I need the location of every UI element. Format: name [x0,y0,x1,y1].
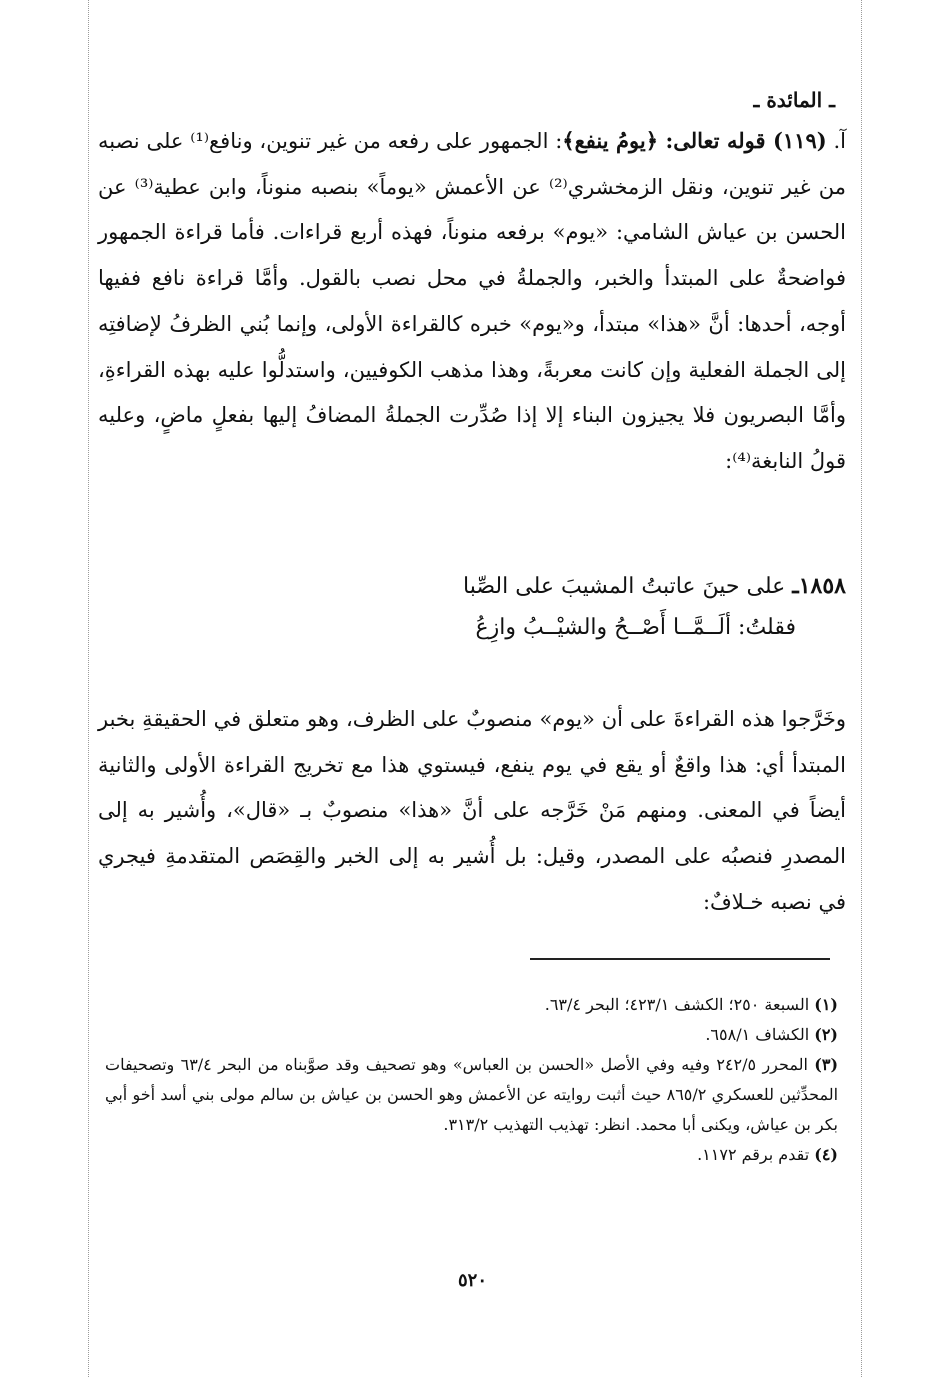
page-number: ٥٢٠ [457,1270,487,1291]
paragraph-text-2: وخَرَّجوا هذه القراءةَ على أن «يوم» منصوبٌ على الظرف، وهو متعلق في الحقيقةِ بخبر المبتدأ أي: هذا واقعٌ أو يقع في يوم ينفع، فيستوي هذا مع تخريج القراءة الأولى والثانية أيضاً في المعنى. ومنهم مَنْ خَرَّجه على أنَّ «هذا» منصوبٌ بـ «قال»، وأُشير به إلى المصدرِ فنصبُه على المصدر، وقيل: بل أُشير به إلى الخبر والقِصَص المتقدمةِ فيجري في نصبه خـلافٌ: [98,707,846,914]
poem-line-1 [98,565,846,607]
footnote-2: (٢) الكشاف ٦٥٨/١. [705,1025,838,1044]
poem-hemistich-1: على حينَ عاتبتُ المشيبَ على الصِّبا [463,574,786,599]
verse-heading: (١١٩) قوله تعالى: ﴿يومُ ينفع﴾ [562,128,827,153]
poem-line-2 [98,607,846,649]
verse-marker: آ. [826,129,846,153]
footnote-3: (٣) المحرر ٢٤٢/٥ وفيه وفي الأصل «الحسن بن العباس» وهو تصحيف وقد صوَّبناه من البحر ٦٣/٤ وتصحيفات المحدِّثين للعسكري ٨٦٥/٢ حيث أثبت روايته عن الأعمش وهو الحسن بن عياش بن سالم مولى بني أسد أخو أبي بكر بن عياش، ويكنى أبا محمد. انظر: تهذيب التهذيب ٣١٣/٢. [105,1055,839,1134]
footnote-divider [530,958,830,960]
footnote-1: (١) السبعة ٢٥٠؛ الكشف ٤٢٣/١؛ البحر ٦٣/٤. [544,995,838,1014]
poem-block [98,565,846,649]
poem-hemistich-2: فقلتُ: ألَــمَّــا أَصْــحُ والشيْــبُ وازِعُ [475,615,796,640]
right-margin-line [861,0,862,1377]
footnote-4: (٤) تقدم برقم ١١٧٢. [697,1145,838,1164]
left-margin-line [88,0,89,1377]
paragraph-text: : الجمهور على رفعه من غير تنوين، ونافع⁽¹⁾ على نصبه من غير تنوين، ونقل الزمخشري⁽²⁾ عن الأعمش «يوماً» بنصبه منوناً، وابن عطية⁽³⁾ عن الحسن بن عياش الشامي: «يوم» برفعه منوناً، فهذه أربع قراءات. فأما قراءة الجمهور فواضحةٌ على المبتدأ والخبر، والجملةُ في محل نصب بالقول. وأمَّا قراءة نافع ففيها أوجه، أحدها: أنَّ «هذا» مبتدأ، و«يوم» خبره كالقراءة الأولى، وإنما بُني الظرفُ لإضافتِه إلى الجملة الفعلية وإن كانت معربةً، وهذا مذهب الكوفيين، واستدلُّوا عليه بهذه القراءةِ، وأمَّا البصريون فلا يجيزون البناء إلا إذا صُدِّرت الجملةُ المضافُ إليها بفعلٍ ماضٍ، وعليه قولُ النابغة⁽⁴⁾: [98,129,846,473]
footnotes [105,990,838,1170]
running-header: ـ المائدة ـ [753,88,835,112]
second-paragraph [98,676,846,947]
main-paragraph [98,118,846,485]
poem-number: ١٨٥٨ـ [792,573,846,599]
